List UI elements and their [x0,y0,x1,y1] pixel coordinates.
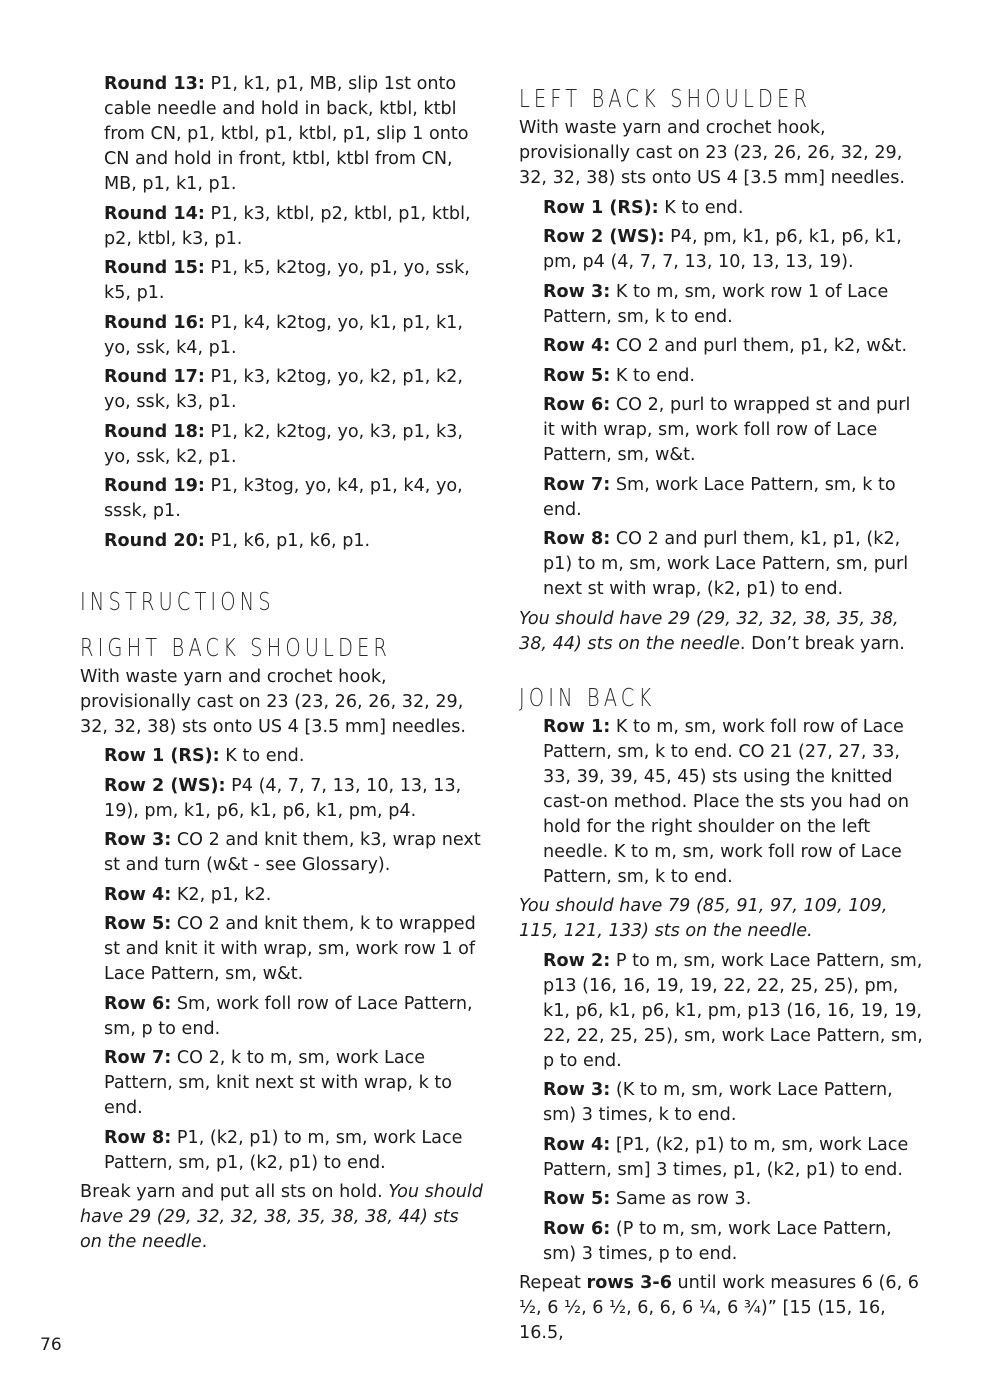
left-shoulder-intro: With waste yarn and crochet hook, provisionally cast on 23 (23, 26, 26, 32, 29, 32, 32, 38) sts onto US 4 [3.5 mm] needles. [519,118,906,188]
join-result: You should have 79 (85, 91, 97, 109, 109, 115, 121, 133) sts on the needle. [519,896,888,941]
left-row-6: Row 6: CO 2, purl to wrapped st and purl it with wrap, sm, work foll row of Lace Pattern, sm, w&t. [543,395,911,465]
round-14: Round 14: P1, k3, ktbl, p2, ktbl, p1, ktbl, p2, ktbl, k3, p1. [104,203,471,249]
left-row-4: Row 4: CO 2 and purl them, p1, k2, w&t. [543,336,908,356]
left-column [80,72,485,1260]
right-row-6: Row 6: Sm, work foll row of Lace Pattern, sm, p to end. [104,993,473,1039]
right-shoulder-intro: With waste yarn and crochet hook, provisionally cast on 23 (23, 26, 26, 32, 29, 32, 32, 38) sts onto US 4 [3.5 mm] needles. [80,666,467,737]
right-row-4: Row 4: K2, p1, k2. [104,884,272,905]
left-shoulder-result: You should have 29 (29, 32, 32, 38, 35, 38, 38, 44) sts on the needle. Don’t break yarn. [519,608,905,654]
join-row-6: Row 6: (P to m, sm, work Lace Pattern, sm) 3 times, p to end. [543,1218,892,1264]
round-15: Round 15: P1, k5, k2tog, yo, p1, yo, ssk, k5, p1. [104,258,470,303]
left-row-5: Row 5: K to end. [543,365,696,386]
heading-join-back: JOIN BACK [519,682,656,712]
round-13: Round 13: P1, k1, p1, MB, slip 1st onto cable needle and hold in back, ktbl, ktbl from CN, p1, ktbl, p1, ktbl, p1, slip 1 onto CN and hold in front, ktbl, ktbl from CN, MB, p1, k1, p1. [104,74,469,194]
repeat-instruction: Repeat rows 3-6 until work measures 6 (6, 6 ½, 6 ½, 6 ½, 6, 6, 6 ¼, 6 ¾)” [15 (15, 16, 16.5, [519,1273,919,1343]
right-column [519,84,924,1351]
heading-left-back-shoulder: LEFT BACK SHOULDER [519,84,811,113]
join-row-2: Row 2: P to m, sm, work Lace Pattern, sm, p13 (16, 16, 19, 19, 22, 22, 25, 25), pm, k1, p6, k1, p6, k1, pm, p13 (16, 16, 19, 19, 22, 22, 25, 25), sm, work Lace Pattern, sm, p to end. [543,950,923,1071]
heading-instructions: INSTRUCTIONS [80,586,275,616]
right-row-1: Row 1 (RS): K to end. [104,746,305,766]
right-row-3: Row 3: CO 2 and knit them, k3, wrap next st and turn (w&t - see Glossary). [104,830,481,875]
left-row-3: Row 3: K to m, sm, work row 1 of Lace Pattern, sm, k to end. [543,281,889,327]
right-row-5: Row 5: CO 2 and knit them, k to wrapped st and knit it with wrap, sm, work row 1 of Lace Pattern, sm, w&t. [104,914,476,984]
round-16: Round 16: P1, k4, k2tog, yo, k1, p1, k1, yo, ssk, k4, p1. [104,312,463,358]
join-row-3: Row 3: (K to m, sm, work Lace Pattern, sm) 3 times, k to end. [543,1080,893,1125]
right-row-7: Row 7: CO 2, k to m, sm, work Lace Pattern, sm, knit next st with wrap, k to end. [104,1048,453,1118]
heading-right-back-shoulder: RIGHT BACK SHOULDER [80,632,392,662]
left-row-8: Row 8: CO 2 and purl them, k1, p1, (k2, p1) to m, sm, work Lace Pattern, sm, purl next st with wrap, (k2, p1) to end. [543,529,909,599]
page-number: 76 [40,1335,62,1355]
join-row-1: Row 1: K to m, sm, work foll row of Lace Pattern, sm, k to end. CO 21 (27, 27, 33, 33, 39, 39, 45, 45) sts using the knitted cast-on method. Place the sts you had on hold for the right shoulder on the left needle. K to m, sm, work foll row of Lace Pattern, sm, k to end. [543,716,910,887]
round-19: Round 19: P1, k3tog, yo, k4, p1, k4, yo, sssk, p1. [104,476,463,521]
right-row-8: Row 8: P1, (k2, p1) to m, sm, work Lace Pattern, sm, p1, (k2, p1) to end. [104,1127,463,1173]
left-row-2: Row 2 (WS): P4, pm, k1, p6, k1, p6, k1, pm, p4 (4, 7, 7, 13, 10, 13, 13, 19). [543,227,902,272]
right-row-2: Row 2 (WS): P4 (4, 7, 7, 13, 10, 13, 13, 19), pm, k1, p6, k1, p6, k1, pm, p4. [104,775,462,821]
left-row-1: Row 1 (RS): K to end. [543,197,744,218]
round-20: Round 20: P1, k6, p1, k6, p1. [104,530,371,551]
join-row-5: Row 5: Same as row 3. [543,1189,752,1209]
right-shoulder-outro: Break yarn and put all sts on hold. You should have 29 (29, 32, 32, 38, 35, 38, 38, 44) sts on the needle. [80,1182,483,1252]
round-18: Round 18: P1, k2, k2tog, yo, k3, p1, k3, yo, ssk, k2, p1. [104,421,463,467]
join-row-4: Row 4: [P1, (k2, p1) to m, sm, work Lace Pattern, sm] 3 times, p1, (k2, p1) to end. [543,1134,909,1180]
round-17: Round 17: P1, k3, k2tog, yo, k2, p1, k2, yo, ssk, k3, p1. [104,367,463,412]
left-row-7: Row 7: Sm, work Lace Pattern, sm, k to end. [543,474,896,520]
